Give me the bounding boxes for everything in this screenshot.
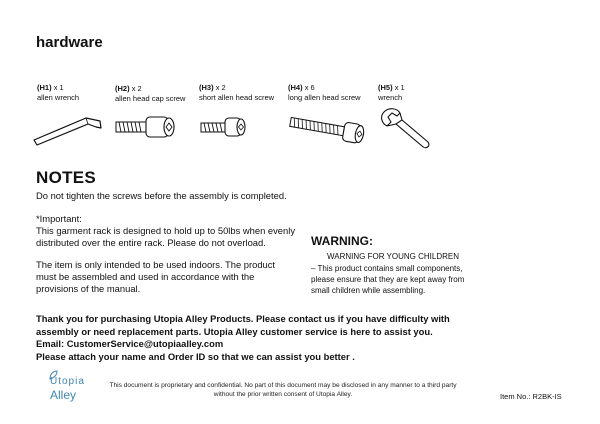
warning-line: small children while assembling. — [311, 286, 426, 295]
hardware-item-h3 — [199, 83, 274, 103]
hardware-item-h1 — [37, 83, 79, 103]
contact-email[interactable]: Email: CustomerService@utopiaalley.com — [36, 338, 224, 350]
important-line: distributed over the entire rack. Please do not overload. — [36, 237, 266, 248]
notes-heading: NOTES — [36, 168, 97, 187]
hardware-code: (H5) — [378, 83, 393, 92]
hardware-name: allen wrench — [37, 93, 80, 102]
hardware-item-h5 — [378, 83, 405, 103]
contact-line: Thank you for purchasing Utopia Alley Products. Please contact us if you have difficulty with — [36, 313, 450, 324]
hardware-item-h2 — [115, 84, 185, 104]
hardware-name: allen head cap screw — [115, 94, 186, 103]
cap-screw-icon — [114, 114, 176, 140]
long-screw-icon — [288, 112, 368, 144]
hardware-qty: x 2 — [131, 84, 142, 93]
disclaimer-text: This document is proprietary and confidential. No part of this document may be disclosed in any manner to a third party without the prior written consent of Utopia Alley. — [109, 382, 457, 398]
contact-block — [36, 313, 450, 363]
warning-text — [311, 263, 464, 296]
page-title: hardware — [36, 34, 103, 51]
hardware-qty: x 6 — [304, 83, 315, 92]
short-screw-icon — [199, 116, 247, 138]
notes-line: Do not tighten the screws before the assembly is completed. — [36, 190, 287, 201]
contact-line: Please attach your name and Order ID so that we can assist you better . — [36, 350, 355, 362]
hardware-name: wrench — [378, 93, 403, 102]
hardware-name: short allen head screw — [199, 93, 275, 102]
hardware-code: (H1) — [37, 83, 52, 92]
warning-line: please ensure that they are kept away from — [311, 275, 465, 284]
contact-line: assembly or need replacement parts. Utopia Alley customer service is here to assist you. — [36, 325, 433, 337]
hardware-code: (H2) — [115, 84, 130, 93]
hardware-item-h4 — [288, 83, 361, 103]
hardware-qty: x 2 — [215, 83, 226, 92]
warning-heading: WARNING: — [311, 234, 373, 248]
item-number: Item No.: R2BK-IS — [500, 392, 562, 401]
hardware-code: (H3) — [199, 83, 214, 92]
important-label: *Important: — [36, 213, 82, 224]
important-line: This garment rack is designed to hold up to 50lbs when evenly — [36, 225, 296, 236]
warning-subheading: WARNING FOR YOUNG CHILDREN — [327, 252, 460, 261]
warning-line: – This product contains small components, — [311, 264, 463, 273]
logo-text-bottom: Alley — [50, 388, 77, 402]
indoor-line: The item is only intended to be used indoors. The product — [36, 259, 276, 270]
indoor-line: provisions of the manual. — [36, 283, 141, 294]
hardware-name: long allen head screw — [288, 93, 361, 102]
open-wrench-icon — [378, 106, 434, 156]
allen-wrench-icon — [30, 108, 104, 148]
hardware-qty: x 1 — [394, 83, 405, 92]
hardware-qty: x 1 — [53, 83, 64, 92]
indoor-line: must be assembled and used in accordance with the — [36, 271, 255, 282]
hardware-code: (H4) — [288, 83, 303, 92]
logo-text-top: Utopia — [50, 376, 85, 387]
